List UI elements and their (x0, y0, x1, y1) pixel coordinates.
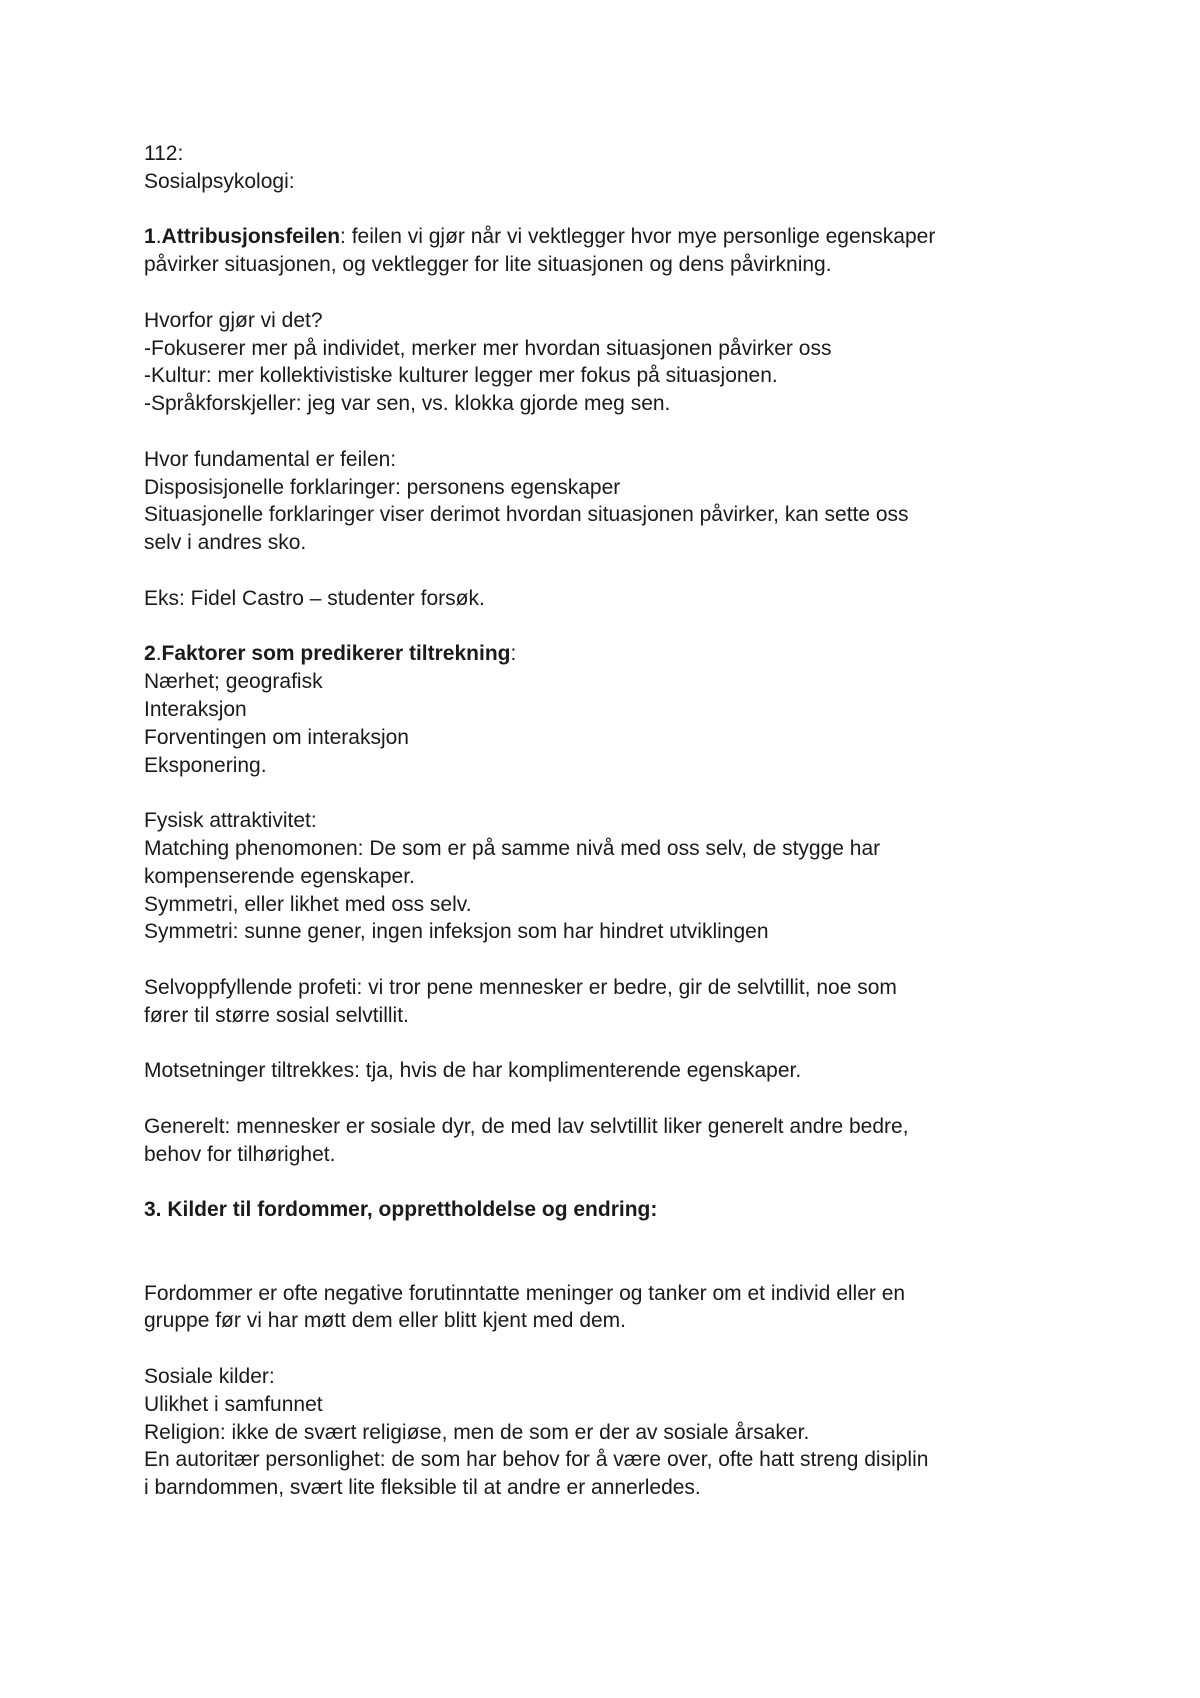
prejudice-definition-b: gruppe før vi har møtt dem eller blitt kjent med dem. (144, 1309, 627, 1333)
section-1-definition-line-1: 1.Attribusjonsfeilen: feilen vi gjør når vi vektlegger hvor mye personlige egenskaper (144, 225, 936, 249)
spacer (144, 613, 1084, 641)
factor-3: Forventingen om interaksjon (144, 725, 409, 749)
spacer (144, 779, 1084, 807)
factor-2: Interaksjon (144, 697, 247, 721)
spacer (144, 418, 1084, 446)
physical-item-1a: Matching phenomonen: De som er på samme nivå med oss selv, de stygge har (144, 836, 881, 860)
prejudice-definition-a: Fordommer er ofte negative forutinntatte meninger og tanker om et individ eller en (144, 1281, 906, 1305)
spacer (144, 1335, 1084, 1363)
header-number: 112: (144, 142, 184, 165)
social-source-2: Religion: ikke de svært religiøse, men de som er der av sosiale årsaker. (144, 1420, 810, 1444)
section-2-colon: : (510, 642, 517, 666)
factor-4: Eksponering. (144, 753, 267, 777)
self-fulfilling-b: fører til større sosial selvtillit. (144, 1003, 409, 1027)
general-b: behov for tilhørighet. (144, 1142, 336, 1166)
spacer (144, 279, 1084, 307)
section-1-definition-a: : feilen vi gjør når vi vektlegger hvor mye personlige egenskaper (340, 225, 936, 249)
section-2-heading: 2.Faktorer som predikerer tiltrekning: (144, 642, 517, 666)
fundamental-item-2b: selv i andres sko. (144, 531, 307, 555)
physical-item-1b: kompenserende egenskaper. (144, 864, 415, 888)
physical-heading: Fysisk attraktivitet: (144, 809, 317, 833)
spacer (144, 557, 1084, 585)
subject-title: Sosialpsykologi: (144, 169, 295, 193)
social-sources-heading: Sosiale kilder: (144, 1365, 275, 1389)
spacer (144, 946, 1084, 974)
section-2-number: 2 (144, 642, 156, 666)
fundamental-item-1: Disposisjonelle forklaringer: personens egenskaper (144, 475, 621, 499)
why-item-1: -Fokuserer mer på individet, merker mer hvordan situasjonen påvirker oss (144, 336, 832, 360)
section-1-title: Attribusjonsfeilen (161, 225, 341, 249)
why-item-3: -Språkforskjeller: jeg var sen, vs. klokka gjorde meg sen. (144, 392, 671, 416)
general-a: Generelt: mennesker er sosiale dyr, de med lav selvtillit liker generelt andre bedre, (144, 1114, 909, 1138)
physical-item-2: Symmetri, eller likhet med oss selv. (144, 892, 472, 916)
fundamental-heading: Hvor fundamental er feilen: (144, 447, 397, 471)
social-source-1: Ulikhet i samfunnet (144, 1392, 323, 1416)
why-heading: Hvorfor gjør vi det? (144, 308, 323, 332)
fundamental-item-2a: Situasjonelle forklaringer viser derimot hvordan situasjonen påvirker, kan sette oss (144, 503, 909, 527)
section-1-definition-line-2: påvirker situasjonen, og vektlegger for lite situasjonen og dens påvirkning. (144, 253, 832, 277)
spacer (144, 1030, 1084, 1058)
social-source-3a: En autoritær personlighet: de som har behov for å være over, ofte hatt streng disiplin (144, 1448, 929, 1472)
factor-1: Nærhet; geografisk (144, 670, 323, 694)
spacer (144, 196, 1084, 224)
spacer (144, 1168, 1084, 1196)
social-source-3b: i barndommen, svært lite fleksible til at andre er annerledes. (144, 1476, 701, 1500)
section-3-heading: 3. Kilder til fordommer, opprettholdelse og endring: (144, 1198, 658, 1222)
spacer (144, 1224, 1084, 1280)
document-body (144, 140, 1084, 1502)
example-line: Eks: Fidel Castro – studenter forsøk. (144, 586, 485, 610)
spacer (144, 1085, 1084, 1113)
why-item-2: -Kultur: mer kollektivistiske kulturer legger mer fokus på situasjonen. (144, 364, 778, 388)
section-2-title: Faktorer som predikerer tiltrekning (161, 642, 511, 666)
section-1-number: 1 (144, 225, 156, 249)
opposites-line: Motsetninger tiltrekkes: tja, hvis de har komplimenterende egenskaper. (144, 1059, 802, 1083)
self-fulfilling-a: Selvoppfyllende profeti: vi tror pene mennesker er bedre, gir de selvtillit, noe som (144, 975, 897, 999)
physical-item-3: Symmetri: sunne gener, ingen infeksjon som har hindret utviklingen (144, 920, 769, 944)
